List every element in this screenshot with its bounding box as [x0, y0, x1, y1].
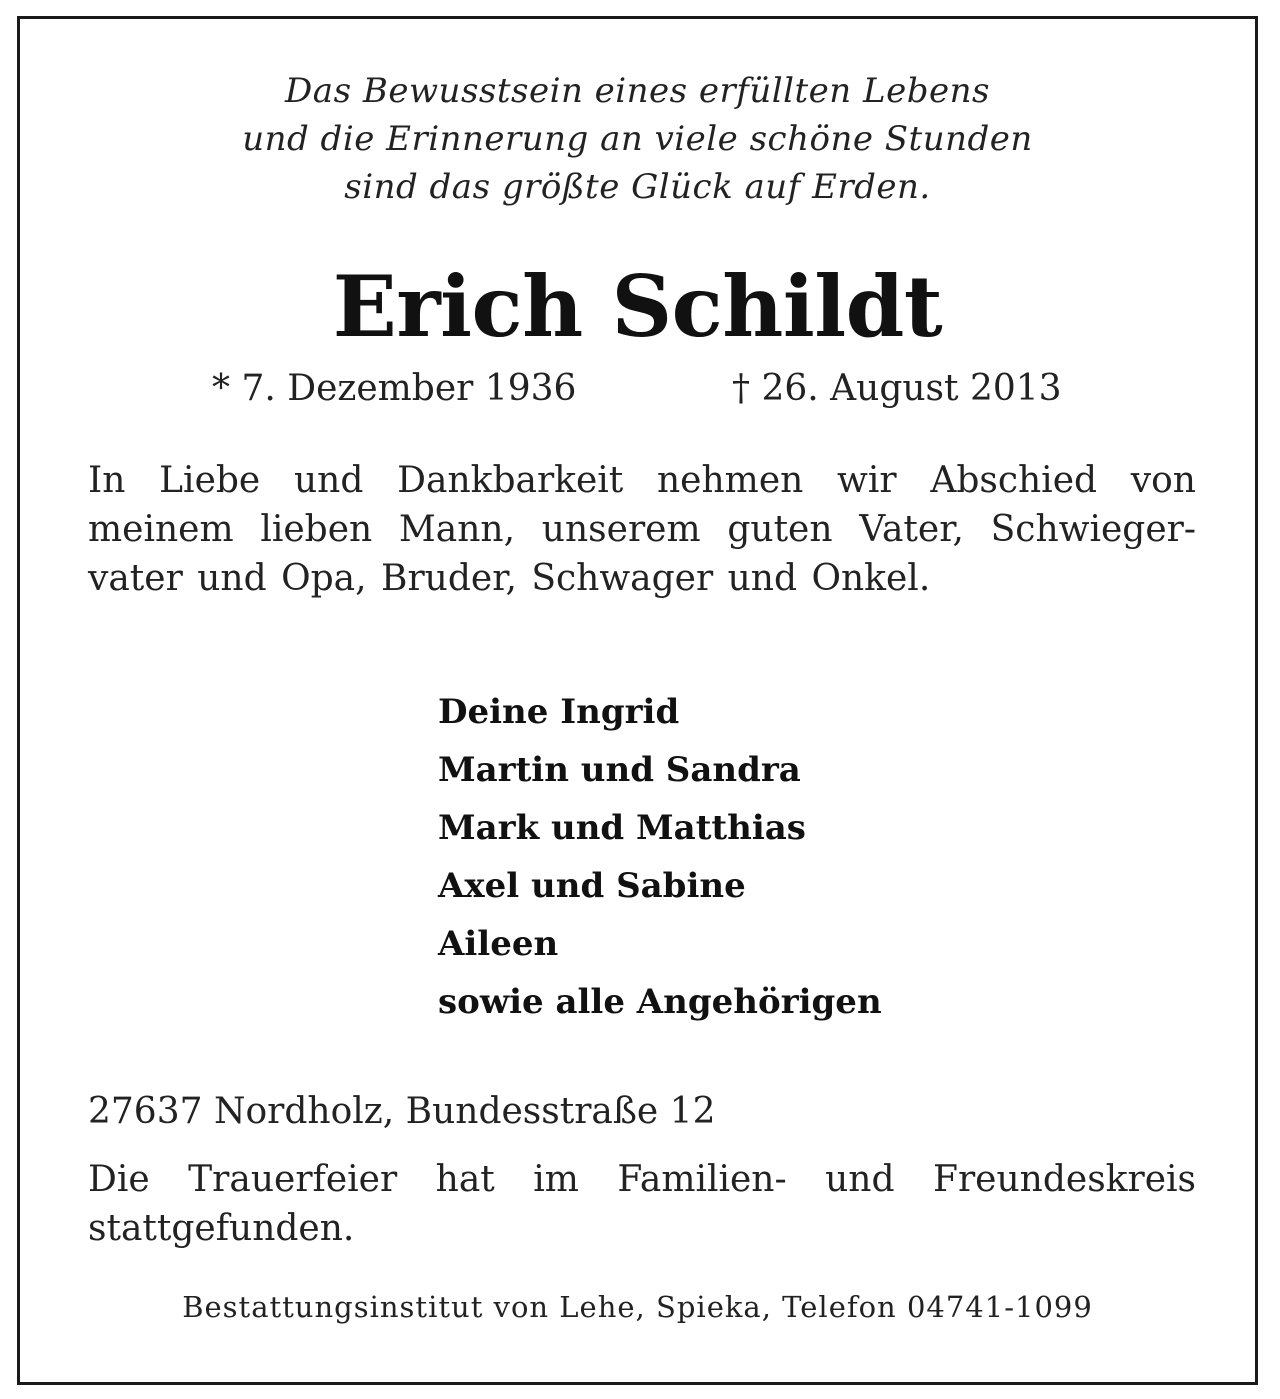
verse-line: sind das größte Glück auf Erden. — [344, 167, 931, 207]
family-signatures — [438, 683, 882, 1031]
ceremony-note — [88, 1155, 1196, 1253]
verse-line: und die Erinnerung an viele schöne Stunden — [242, 119, 1033, 159]
funeral-home-info: Bestattungsinstitut von Lehe, Spieka, Telefon 04741-1099 — [182, 1290, 1093, 1324]
obituary-notice — [17, 16, 1258, 1385]
verse-line: Das Bewusstsein eines erfüllten Lebens — [285, 71, 990, 111]
ceremony-line: stattgefunden. — [88, 1208, 355, 1249]
farewell-line: vater und Opa, Bruder, Schwager und Onkel. — [88, 558, 931, 599]
family-member: Mark und Matthias — [438, 808, 806, 848]
family-address: 27637 Nordholz, Bundesstraße 12 — [88, 1091, 716, 1132]
ceremony-line: Die Trauerfeier hat im Familien- und Freundeskreis — [88, 1159, 1196, 1200]
farewell-text — [88, 456, 1196, 603]
farewell-line: In Liebe und Dankbarkeit nehmen wir Abschied von — [88, 460, 1196, 501]
family-member: Martin und Sandra — [438, 750, 801, 790]
family-member: sowie alle Angehörigen — [438, 982, 882, 1022]
death-date: † 26. August 2013 — [732, 368, 1062, 409]
birth-date: * 7. Dezember 1936 — [212, 368, 577, 409]
family-member: Aileen — [438, 924, 559, 964]
farewell-line: meinem lieben Mann, unserem guten Vater, Schwieger- — [88, 509, 1196, 550]
deceased-name: Erich Schildt — [332, 257, 943, 356]
memorial-verse — [20, 67, 1255, 211]
family-member: Deine Ingrid — [438, 692, 680, 732]
family-member: Axel und Sabine — [438, 866, 746, 906]
